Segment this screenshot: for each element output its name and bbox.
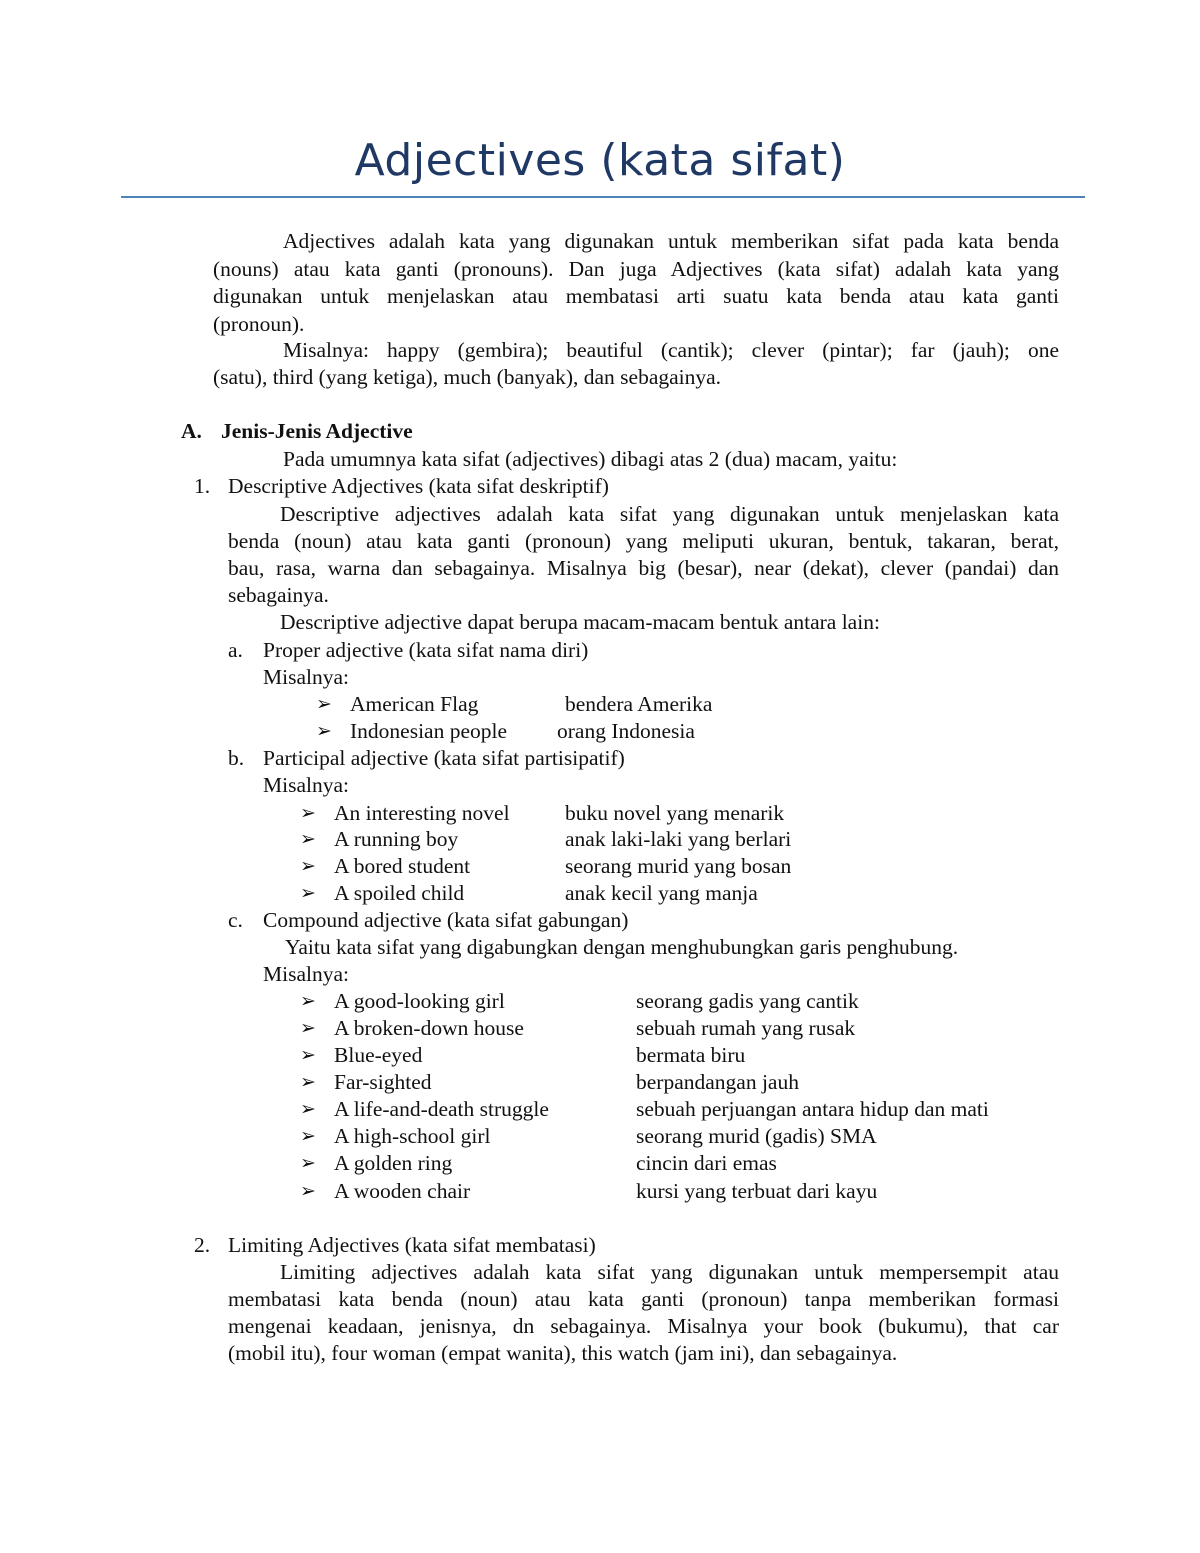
limiting-line: mengenai keadaan, jenisnya, dn sebagainya. Misalnya your book (bukumu), that car — [228, 1314, 1059, 1338]
arrow-bullet-icon: ➢ — [300, 1099, 316, 1120]
arrow-bullet-icon: ➢ — [300, 1181, 316, 1202]
list-letter: c. — [228, 908, 243, 932]
example-id: seorang murid yang bosan — [565, 854, 792, 878]
example-id: seorang gadis yang cantik — [636, 989, 859, 1013]
example-id: bendera Amerika — [565, 692, 713, 716]
compound-heading: Compound adjective (kata sifat gabungan) — [263, 908, 629, 932]
section-heading: Jenis-Jenis Adjective — [221, 419, 413, 443]
intro-line: Adjectives adalah kata yang digunakan untuk memberikan sifat pada kata benda — [283, 229, 1059, 253]
limiting-line: (mobil itu), four woman (empat wanita), this watch (jam ini), dan sebagainya. — [228, 1341, 898, 1365]
arrow-bullet-icon: ➢ — [300, 1045, 316, 1066]
example-id: berpandangan jauh — [636, 1070, 799, 1094]
section-intro: Pada umumnya kata sifat (adjectives) dibagi atas 2 (dua) macam, yaitu: — [283, 447, 898, 471]
example-en: A high-school girl — [334, 1124, 491, 1148]
list-letter: a. — [228, 638, 243, 662]
arrow-bullet-icon: ➢ — [300, 803, 316, 824]
arrow-bullet-icon: ➢ — [316, 721, 332, 742]
page-title: Adjectives (kata sifat) — [354, 135, 846, 186]
arrow-bullet-icon: ➢ — [300, 1018, 316, 1039]
participal-heading: Participal adjective (kata sifat partisipatif) — [263, 746, 625, 770]
misalnya-label: Misalnya: — [263, 773, 349, 797]
intro-line: (nouns) atau kata ganti (pronouns). Dan juga Adjectives (kata sifat) adalah kata yang — [213, 257, 1059, 281]
intro-example-line: Misalnya: happy (gembira); beautiful (cantik); clever (pintar); far (jauh); one — [283, 338, 1059, 362]
example-en: A life-and-death struggle — [334, 1097, 549, 1121]
intro-line: (pronoun). — [213, 312, 305, 336]
subsection-heading: Descriptive Adjectives (kata sifat deskriptif) — [228, 474, 609, 498]
example-en: American Flag — [350, 692, 479, 716]
descriptive-line: Descriptive adjectives adalah kata sifat yang digunakan untuk menjelaskan kata — [280, 502, 1059, 526]
arrow-bullet-icon: ➢ — [316, 694, 332, 715]
example-en: Blue-eyed — [334, 1043, 423, 1067]
proper-heading: Proper adjective (kata sifat nama diri) — [263, 638, 589, 662]
example-id: sebuah perjuangan antara hidup dan mati — [636, 1097, 989, 1121]
example-en: An interesting novel — [334, 801, 510, 825]
descriptive-line: bau, rasa, warna dan sebagainya. Misalnya big (besar), near (dekat), clever (pandai) dan — [228, 556, 1059, 580]
compound-desc: Yaitu kata sifat yang digabungkan dengan menghubungkan garis penghubung. — [285, 935, 959, 959]
example-id: anak laki-laki yang berlari — [565, 827, 792, 851]
title-underline — [121, 196, 1085, 198]
subsection-heading: Limiting Adjectives (kata sifat membatasi) — [228, 1233, 596, 1257]
list-number: 2. — [194, 1233, 211, 1257]
example-en: Far-sighted — [334, 1070, 432, 1094]
limiting-line: Limiting adjectives adalah kata sifat yang digunakan untuk mempersempit atau — [280, 1260, 1059, 1284]
example-id: orang Indonesia — [557, 719, 695, 743]
example-id: anak kecil yang manja — [565, 881, 758, 905]
example-en: A running boy — [334, 827, 459, 851]
arrow-bullet-icon: ➢ — [300, 829, 316, 850]
limiting-line: membatasi kata benda (noun) atau kata ganti (pronoun) tanpa memberikan formasi — [228, 1287, 1059, 1311]
arrow-bullet-icon: ➢ — [300, 883, 316, 904]
example-en: Indonesian people — [350, 719, 508, 743]
descriptive-line: benda (noun) atau kata ganti (pronoun) yang meliputi ukuran, bentuk, takaran, berat, — [228, 529, 1059, 553]
arrow-bullet-icon: ➢ — [300, 991, 316, 1012]
example-en: A wooden chair — [334, 1179, 471, 1203]
arrow-bullet-icon: ➢ — [300, 1072, 316, 1093]
arrow-bullet-icon: ➢ — [300, 1153, 316, 1174]
intro-line: digunakan untuk menjelaskan atau membatasi arti suatu kata benda atau kata ganti — [213, 284, 1059, 308]
example-id: kursi yang terbuat dari kayu — [636, 1179, 878, 1203]
descriptive-line: sebagainya. — [228, 583, 329, 607]
example-id: seorang murid (gadis) SMA — [636, 1124, 877, 1148]
example-id: bermata biru — [636, 1043, 746, 1067]
list-number: 1. — [194, 474, 211, 498]
misalnya-label: Misalnya: — [263, 962, 349, 986]
example-id: sebuah rumah yang rusak — [636, 1016, 856, 1040]
intro-example-line: (satu), third (yang ketiga), much (banyak), dan sebagainya. — [213, 365, 722, 389]
example-id: buku novel yang menarik — [565, 801, 785, 825]
section-marker: A. — [181, 419, 202, 443]
example-en: A bored student — [334, 854, 471, 878]
example-en: A good-looking girl — [334, 989, 505, 1013]
arrow-bullet-icon: ➢ — [300, 1126, 316, 1147]
example-en: A broken-down house — [334, 1016, 524, 1040]
example-en: A spoiled child — [334, 881, 465, 905]
misalnya-label: Misalnya: — [263, 665, 349, 689]
example-en: A golden ring — [334, 1151, 453, 1175]
arrow-bullet-icon: ➢ — [300, 856, 316, 877]
list-letter: b. — [228, 746, 245, 770]
example-id: cincin dari emas — [636, 1151, 777, 1175]
descriptive-forms-intro: Descriptive adjective dapat berupa macam-macam bentuk antara lain: — [280, 610, 880, 634]
